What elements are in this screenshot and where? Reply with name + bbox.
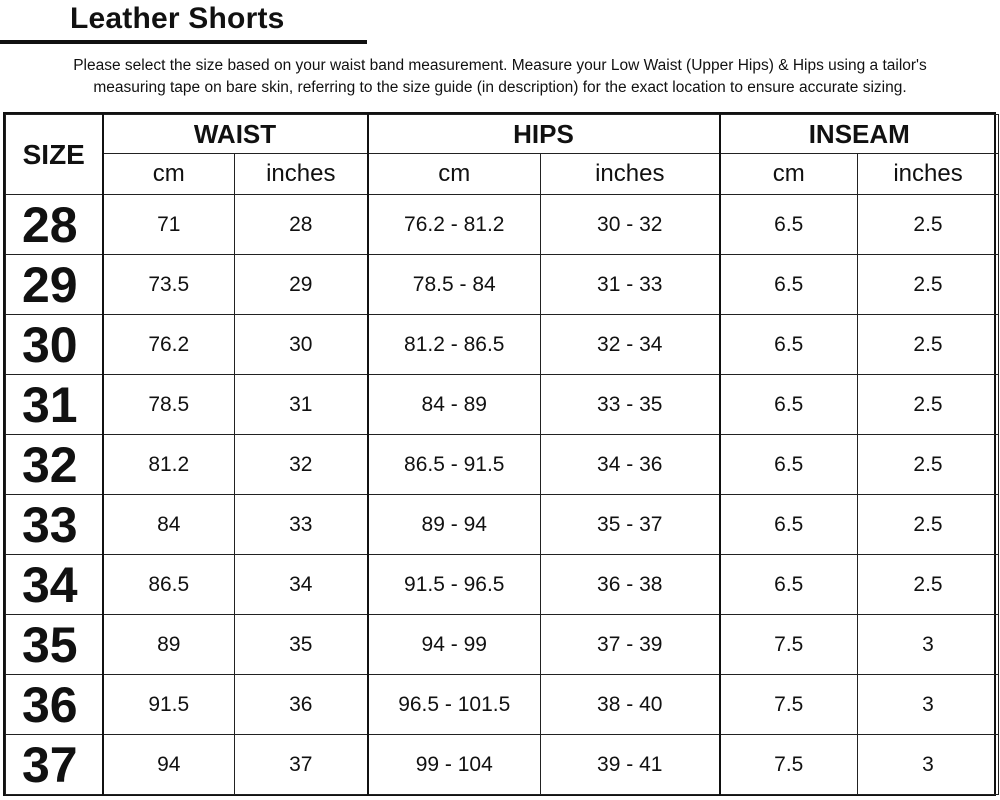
table-row bbox=[6, 255, 999, 315]
table-row bbox=[6, 735, 999, 795]
inseam-cm-header: cm bbox=[720, 154, 858, 195]
hips-inches-value: 38 - 40 bbox=[541, 675, 720, 735]
hips-cm-value: 78.5 - 84 bbox=[368, 255, 541, 315]
inseam-inches-header: inches bbox=[858, 154, 999, 195]
waist-inches-value: 36 bbox=[235, 675, 368, 735]
size-value: 33 bbox=[6, 495, 103, 555]
size-value: 37 bbox=[6, 735, 103, 795]
waist-inches-value: 33 bbox=[235, 495, 368, 555]
waist-cm-value: 91.5 bbox=[103, 675, 235, 735]
title-underline bbox=[0, 40, 367, 44]
table-row bbox=[6, 675, 999, 735]
waist-inches-value: 29 bbox=[235, 255, 368, 315]
hips-cm-value: 86.5 - 91.5 bbox=[368, 435, 541, 495]
hips-inches-value: 30 - 32 bbox=[541, 195, 720, 255]
inseam-inches-value: 2.5 bbox=[858, 255, 999, 315]
waist-inches-value: 32 bbox=[235, 435, 368, 495]
inseam-inches-value: 2.5 bbox=[858, 435, 999, 495]
inseam-cm-value: 6.5 bbox=[720, 315, 858, 375]
intro-text bbox=[0, 55, 1000, 99]
waist-cm-value: 78.5 bbox=[103, 375, 235, 435]
inseam-cm-value: 6.5 bbox=[720, 195, 858, 255]
table-row bbox=[6, 375, 999, 435]
size-value: 31 bbox=[6, 375, 103, 435]
hips-inches-header: inches bbox=[541, 154, 720, 195]
waist-cm-value: 76.2 bbox=[103, 315, 235, 375]
hips-cm-value: 76.2 - 81.2 bbox=[368, 195, 541, 255]
size-chart-table bbox=[3, 112, 996, 796]
table-row bbox=[6, 555, 999, 615]
hips-inches-value: 39 - 41 bbox=[541, 735, 720, 795]
hips-inches-value: 33 - 35 bbox=[541, 375, 720, 435]
inseam-inches-value: 2.5 bbox=[858, 555, 999, 615]
waist-cm-value: 89 bbox=[103, 615, 235, 675]
waist-inches-header: inches bbox=[235, 154, 368, 195]
inseam-inches-value: 2.5 bbox=[858, 315, 999, 375]
inseam-inches-value: 3 bbox=[858, 675, 999, 735]
hips-inches-value: 32 - 34 bbox=[541, 315, 720, 375]
inseam-cm-value: 7.5 bbox=[720, 615, 858, 675]
table-row bbox=[6, 315, 999, 375]
inseam-cm-value: 7.5 bbox=[720, 735, 858, 795]
inseam-cm-value: 6.5 bbox=[720, 495, 858, 555]
waist-cm-value: 84 bbox=[103, 495, 235, 555]
inseam-header: INSEAM bbox=[720, 115, 999, 154]
inseam-cm-value: 6.5 bbox=[720, 255, 858, 315]
inseam-cm-value: 6.5 bbox=[720, 375, 858, 435]
table-row bbox=[6, 195, 999, 255]
waist-cm-value: 86.5 bbox=[103, 555, 235, 615]
waist-cm-value: 94 bbox=[103, 735, 235, 795]
table-row bbox=[6, 615, 999, 675]
inseam-cm-value: 6.5 bbox=[720, 555, 858, 615]
waist-inches-value: 37 bbox=[235, 735, 368, 795]
waist-cm-header: cm bbox=[103, 154, 235, 195]
table-row bbox=[6, 495, 999, 555]
intro-line-1: Please select the size based on your waist band measurement. Measure your Low Waist (Upper Hips) & Hips using a tailor's bbox=[73, 57, 927, 74]
intro-line-2: measuring tape on bare skin, referring to the size guide (in description) for the exact location to ensure accurate sizing. bbox=[93, 79, 907, 96]
hips-cm-value: 89 - 94 bbox=[368, 495, 541, 555]
size-header: SIZE bbox=[6, 115, 103, 195]
size-value: 34 bbox=[6, 555, 103, 615]
hips-cm-value: 99 - 104 bbox=[368, 735, 541, 795]
waist-header: WAIST bbox=[103, 115, 368, 154]
waist-cm-value: 81.2 bbox=[103, 435, 235, 495]
waist-cm-value: 71 bbox=[103, 195, 235, 255]
waist-inches-value: 34 bbox=[235, 555, 368, 615]
waist-inches-value: 35 bbox=[235, 615, 368, 675]
hips-cm-header: cm bbox=[368, 154, 541, 195]
size-value: 32 bbox=[6, 435, 103, 495]
page-title: Leather Shorts bbox=[70, 2, 285, 35]
hips-inches-value: 36 - 38 bbox=[541, 555, 720, 615]
hips-cm-value: 84 - 89 bbox=[368, 375, 541, 435]
inseam-cm-value: 6.5 bbox=[720, 435, 858, 495]
hips-cm-value: 81.2 - 86.5 bbox=[368, 315, 541, 375]
size-value: 36 bbox=[6, 675, 103, 735]
size-value: 35 bbox=[6, 615, 103, 675]
waist-inches-value: 30 bbox=[235, 315, 368, 375]
hips-cm-value: 91.5 - 96.5 bbox=[368, 555, 541, 615]
size-value: 29 bbox=[6, 255, 103, 315]
hips-inches-value: 35 - 37 bbox=[541, 495, 720, 555]
inseam-inches-value: 2.5 bbox=[858, 375, 999, 435]
inseam-inches-value: 2.5 bbox=[858, 495, 999, 555]
waist-inches-value: 28 bbox=[235, 195, 368, 255]
hips-inches-value: 31 - 33 bbox=[541, 255, 720, 315]
hips-inches-value: 37 - 39 bbox=[541, 615, 720, 675]
size-value: 30 bbox=[6, 315, 103, 375]
waist-inches-value: 31 bbox=[235, 375, 368, 435]
hips-cm-value: 96.5 - 101.5 bbox=[368, 675, 541, 735]
hips-cm-value: 94 - 99 bbox=[368, 615, 541, 675]
hips-header: HIPS bbox=[368, 115, 720, 154]
inseam-inches-value: 2.5 bbox=[858, 195, 999, 255]
hips-inches-value: 34 - 36 bbox=[541, 435, 720, 495]
inseam-inches-value: 3 bbox=[858, 735, 999, 795]
inseam-cm-value: 7.5 bbox=[720, 675, 858, 735]
inseam-inches-value: 3 bbox=[858, 615, 999, 675]
size-value: 28 bbox=[6, 195, 103, 255]
waist-cm-value: 73.5 bbox=[103, 255, 235, 315]
table-row bbox=[6, 435, 999, 495]
